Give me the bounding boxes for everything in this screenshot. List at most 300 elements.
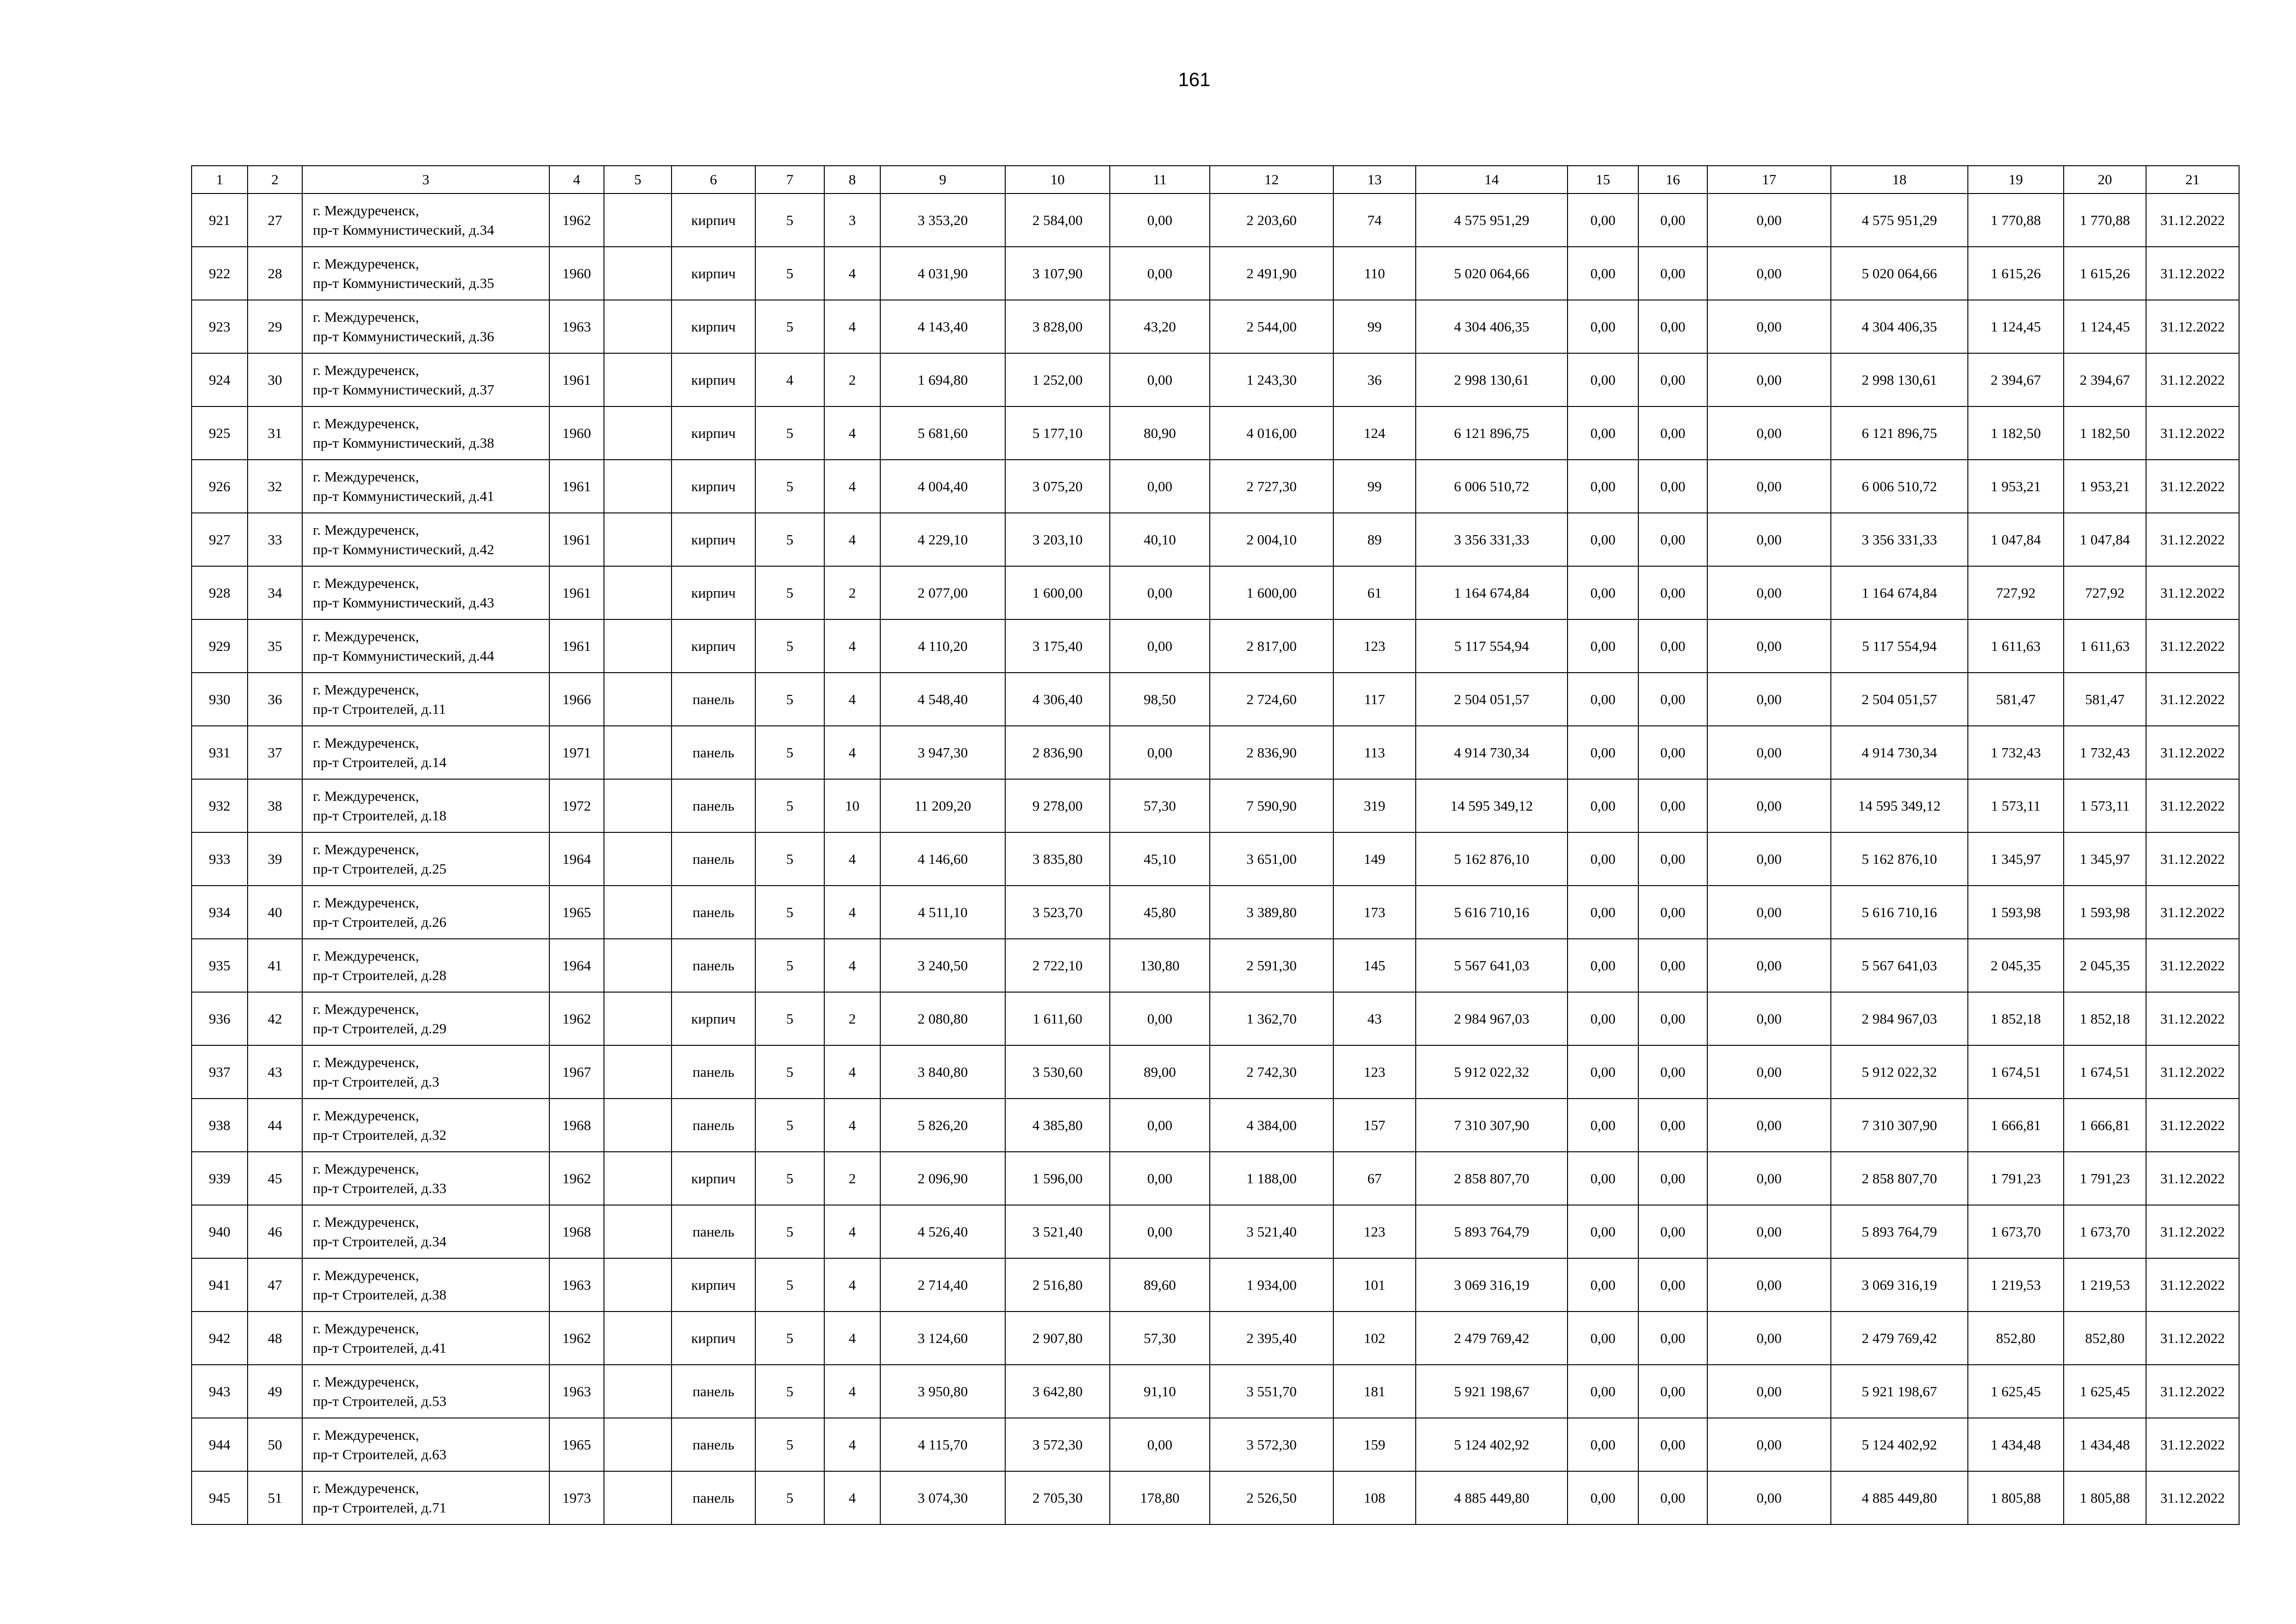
address-city: г. Междуреченск,: [313, 1213, 419, 1230]
cell-col-12: 1 362,70: [1210, 992, 1333, 1045]
cell-col-15: 0,00: [1568, 886, 1638, 939]
cell-col-5: [604, 1045, 672, 1099]
cell-col-10: 2 907,80: [1005, 1312, 1110, 1365]
cell-col-21: 31.12.2022: [2146, 779, 2239, 832]
cell-col-14: 6 006 510,72: [1416, 460, 1568, 513]
cell-col-13: 145: [1333, 939, 1416, 992]
cell-col-10: 3 203,10: [1005, 513, 1110, 566]
cell-col-13: 102: [1333, 1312, 1416, 1365]
cell-col-7: 5: [755, 1312, 824, 1365]
cell-col-4: 1961: [549, 353, 604, 406]
cell-col-1: 932: [192, 779, 248, 832]
cell-col-16: 0,00: [1638, 1258, 1707, 1312]
cell-col-10: 3 175,40: [1005, 619, 1110, 673]
cell-col-12: 3 651,00: [1210, 832, 1333, 886]
cell-address: [302, 1045, 549, 1099]
column-header-15: 15: [1568, 166, 1638, 194]
cell-col-4: 1963: [549, 1365, 604, 1418]
cell-col-16: 0,00: [1638, 566, 1707, 619]
cell-col-18: 5 567 641,03: [1831, 939, 1968, 992]
cell-col-12: 3 551,70: [1210, 1365, 1333, 1418]
cell-col-19: 1 673,70: [1968, 1205, 2064, 1258]
address-street: пр-т Строителей, д.38: [313, 1286, 447, 1303]
cell-col-13: 101: [1333, 1258, 1416, 1312]
cell-col-20: 1 434,48: [2064, 1418, 2146, 1471]
cell-col-13: 181: [1333, 1365, 1416, 1418]
cell-col-20: 1 674,51: [2064, 1045, 2146, 1099]
table-row: [192, 1471, 2239, 1524]
cell-col-11: 45,80: [1110, 886, 1210, 939]
cell-col-1: 930: [192, 673, 248, 726]
cell-col-18: 4 914 730,34: [1831, 726, 1968, 779]
cell-col-16: 0,00: [1638, 832, 1707, 886]
cell-col-18: 5 912 022,32: [1831, 1045, 1968, 1099]
cell-col-6: панель: [672, 1418, 755, 1471]
cell-col-6: кирпич: [672, 1152, 755, 1205]
cell-col-6: кирпич: [672, 513, 755, 566]
cell-col-10: 3 530,60: [1005, 1045, 1110, 1099]
cell-col-5: [604, 460, 672, 513]
cell-col-15: 0,00: [1568, 406, 1638, 460]
cell-col-11: 57,30: [1110, 779, 1210, 832]
cell-col-21: 31.12.2022: [2146, 1471, 2239, 1524]
cell-col-5: [604, 673, 672, 726]
cell-col-2: 43: [248, 1045, 302, 1099]
table-row: [192, 353, 2239, 406]
cell-col-13: 157: [1333, 1099, 1416, 1152]
page-number: 161: [1178, 69, 1211, 90]
cell-col-2: 38: [248, 779, 302, 832]
address-city: г. Междуреченск,: [313, 1107, 419, 1124]
cell-col-19: 1 593,98: [1968, 886, 2064, 939]
cell-col-20: 1 345,97: [2064, 832, 2146, 886]
cell-col-13: 173: [1333, 886, 1416, 939]
cell-col-8: 4: [824, 247, 880, 300]
table-row: [192, 726, 2239, 779]
cell-col-15: 0,00: [1568, 460, 1638, 513]
cell-col-17: 0,00: [1707, 673, 1831, 726]
cell-col-6: панель: [672, 1205, 755, 1258]
cell-col-19: 1 674,51: [1968, 1045, 2064, 1099]
cell-col-20: 852,80: [2064, 1312, 2146, 1365]
cell-col-9: 4 004,40: [880, 460, 1005, 513]
cell-col-11: 0,00: [1110, 566, 1210, 619]
cell-col-16: 0,00: [1638, 939, 1707, 992]
cell-col-8: 10: [824, 779, 880, 832]
cell-col-15: 0,00: [1568, 1365, 1638, 1418]
cell-col-4: 1964: [549, 939, 604, 992]
cell-col-7: 5: [755, 619, 824, 673]
cell-col-6: кирпич: [672, 300, 755, 353]
cell-col-8: 4: [824, 1045, 880, 1099]
cell-address: [302, 300, 549, 353]
cell-col-6: кирпич: [672, 353, 755, 406]
cell-col-7: 5: [755, 406, 824, 460]
cell-col-7: 5: [755, 1418, 824, 1471]
cell-col-16: 0,00: [1638, 1045, 1707, 1099]
cell-col-11: 0,00: [1110, 1099, 1210, 1152]
cell-col-11: 0,00: [1110, 1152, 1210, 1205]
cell-col-7: 5: [755, 247, 824, 300]
cell-col-15: 0,00: [1568, 353, 1638, 406]
cell-col-9: 4 143,40: [880, 300, 1005, 353]
address-street: пр-т Коммунистический, д.34: [313, 221, 494, 238]
cell-col-12: 2 526,50: [1210, 1471, 1333, 1524]
cell-col-19: 1 770,88: [1968, 194, 2064, 247]
cell-col-5: [604, 1258, 672, 1312]
cell-col-12: 2 742,30: [1210, 1045, 1333, 1099]
cell-col-4: 1961: [549, 619, 604, 673]
cell-col-13: 319: [1333, 779, 1416, 832]
column-header-2: 2: [248, 166, 302, 194]
cell-col-16: 0,00: [1638, 1099, 1707, 1152]
cell-col-12: 1 934,00: [1210, 1258, 1333, 1312]
column-header-7: 7: [755, 166, 824, 194]
cell-col-5: [604, 1365, 672, 1418]
cell-col-4: 1961: [549, 513, 604, 566]
cell-col-8: 2: [824, 1152, 880, 1205]
cell-col-13: 113: [1333, 726, 1416, 779]
cell-col-2: 45: [248, 1152, 302, 1205]
cell-col-16: 0,00: [1638, 1312, 1707, 1365]
cell-col-20: 1 805,88: [2064, 1471, 2146, 1524]
cell-col-17: 0,00: [1707, 566, 1831, 619]
cell-col-11: 178,80: [1110, 1471, 1210, 1524]
cell-col-19: 1 611,63: [1968, 619, 2064, 673]
cell-col-9: 3 840,80: [880, 1045, 1005, 1099]
cell-col-13: 89: [1333, 513, 1416, 566]
cell-col-21: 31.12.2022: [2146, 513, 2239, 566]
address-street: пр-т Строителей, д.26: [313, 913, 447, 930]
cell-col-14: 5 567 641,03: [1416, 939, 1568, 992]
cell-col-2: 48: [248, 1312, 302, 1365]
cell-col-10: 5 177,10: [1005, 406, 1110, 460]
address-city: г. Междуреченск,: [313, 1480, 419, 1496]
cell-col-17: 0,00: [1707, 1312, 1831, 1365]
cell-col-16: 0,00: [1638, 779, 1707, 832]
cell-col-19: 2 394,67: [1968, 353, 2064, 406]
cell-address: [302, 1312, 549, 1365]
cell-col-10: 2 722,10: [1005, 939, 1110, 992]
cell-address: [302, 992, 549, 1045]
cell-col-10: 3 075,20: [1005, 460, 1110, 513]
cell-col-6: панель: [672, 673, 755, 726]
address-street: пр-т Строителей, д.29: [313, 1020, 447, 1037]
cell-col-15: 0,00: [1568, 1152, 1638, 1205]
cell-address: [302, 1152, 549, 1205]
table-row: [192, 779, 2239, 832]
cell-col-13: 61: [1333, 566, 1416, 619]
cell-col-2: 31: [248, 406, 302, 460]
cell-address: [302, 832, 549, 886]
cell-col-1: 924: [192, 353, 248, 406]
table-row: [192, 619, 2239, 673]
cell-col-10: 2 516,80: [1005, 1258, 1110, 1312]
cell-col-9: 4 548,40: [880, 673, 1005, 726]
address-street: пр-т Коммунистический, д.41: [313, 487, 494, 504]
cell-col-20: 2 394,67: [2064, 353, 2146, 406]
cell-col-21: 31.12.2022: [2146, 673, 2239, 726]
table-row: [192, 939, 2239, 992]
cell-col-18: 5 616 710,16: [1831, 886, 1968, 939]
cell-col-14: 2 984 967,03: [1416, 992, 1568, 1045]
cell-col-4: 1961: [549, 566, 604, 619]
cell-col-21: 31.12.2022: [2146, 1045, 2239, 1099]
cell-col-11: 91,10: [1110, 1365, 1210, 1418]
cell-col-17: 0,00: [1707, 1045, 1831, 1099]
cell-col-11: 89,60: [1110, 1258, 1210, 1312]
cell-col-20: 1 666,81: [2064, 1099, 2146, 1152]
cell-col-17: 0,00: [1707, 1365, 1831, 1418]
cell-col-9: 4 031,90: [880, 247, 1005, 300]
cell-col-1: 921: [192, 194, 248, 247]
cell-col-18: 7 310 307,90: [1831, 1099, 1968, 1152]
cell-col-18: 5 117 554,94: [1831, 619, 1968, 673]
cell-col-19: 1 345,97: [1968, 832, 2064, 886]
cell-col-14: 4 304 406,35: [1416, 300, 1568, 353]
cell-col-7: 5: [755, 673, 824, 726]
cell-col-12: 4 384,00: [1210, 1099, 1333, 1152]
cell-address: [302, 1099, 549, 1152]
cell-col-9: 2 077,00: [880, 566, 1005, 619]
cell-col-10: 3 828,00: [1005, 300, 1110, 353]
address-street: пр-т Строителей, д.34: [313, 1233, 447, 1249]
cell-col-15: 0,00: [1568, 1471, 1638, 1524]
cell-col-2: 35: [248, 619, 302, 673]
cell-col-19: 727,92: [1968, 566, 2064, 619]
table-row: [192, 406, 2239, 460]
cell-col-11: 130,80: [1110, 939, 1210, 992]
cell-col-1: 945: [192, 1471, 248, 1524]
cell-col-17: 0,00: [1707, 1258, 1831, 1312]
cell-col-1: 938: [192, 1099, 248, 1152]
cell-col-10: 4 306,40: [1005, 673, 1110, 726]
cell-col-12: 2 724,60: [1210, 673, 1333, 726]
cell-address: [302, 886, 549, 939]
cell-col-6: кирпич: [672, 619, 755, 673]
cell-col-7: 5: [755, 1365, 824, 1418]
cell-col-6: кирпич: [672, 247, 755, 300]
address-street: пр-т Строителей, д.32: [313, 1126, 447, 1143]
cell-col-5: [604, 779, 672, 832]
cell-col-16: 0,00: [1638, 673, 1707, 726]
cell-address: [302, 513, 549, 566]
cell-col-21: 31.12.2022: [2146, 1205, 2239, 1258]
cell-col-2: 28: [248, 247, 302, 300]
cell-col-19: 1 625,45: [1968, 1365, 2064, 1418]
cell-col-20: 1 852,18: [2064, 992, 2146, 1045]
address-city: г. Междуреченск,: [313, 362, 419, 378]
cell-col-18: 5 162 876,10: [1831, 832, 1968, 886]
cell-col-2: 46: [248, 1205, 302, 1258]
column-header-3: 3: [302, 166, 549, 194]
cell-col-11: 0,00: [1110, 1205, 1210, 1258]
cell-col-9: 4 110,20: [880, 619, 1005, 673]
address-city: г. Междуреченск,: [313, 1160, 419, 1177]
address-street: пр-т Коммунистический, д.37: [313, 381, 494, 398]
cell-col-5: [604, 1205, 672, 1258]
cell-col-15: 0,00: [1568, 1418, 1638, 1471]
cell-col-8: 4: [824, 726, 880, 779]
cell-col-1: 936: [192, 992, 248, 1045]
table-row: [192, 1258, 2239, 1312]
address-city: г. Междуреченск,: [313, 787, 419, 804]
cell-col-21: 31.12.2022: [2146, 460, 2239, 513]
cell-col-15: 0,00: [1568, 1045, 1638, 1099]
cell-col-21: 31.12.2022: [2146, 566, 2239, 619]
address-street: пр-т Строителей, д.14: [313, 754, 447, 770]
cell-col-20: 1 791,23: [2064, 1152, 2146, 1205]
cell-col-2: 42: [248, 992, 302, 1045]
address-city: г. Междуреченск,: [313, 575, 419, 591]
table-row: [192, 1312, 2239, 1365]
cell-address: [302, 353, 549, 406]
cell-col-6: панель: [672, 939, 755, 992]
cell-col-7: 5: [755, 513, 824, 566]
cell-address: [302, 406, 549, 460]
cell-col-15: 0,00: [1568, 1099, 1638, 1152]
column-header-12: 12: [1210, 166, 1333, 194]
cell-col-10: 4 385,80: [1005, 1099, 1110, 1152]
table-row: [192, 832, 2239, 886]
cell-col-16: 0,00: [1638, 300, 1707, 353]
address-street: пр-т Строителей, д.71: [313, 1499, 447, 1516]
cell-col-11: 89,00: [1110, 1045, 1210, 1099]
cell-col-12: 1 188,00: [1210, 1152, 1333, 1205]
cell-col-6: панель: [672, 1045, 755, 1099]
cell-col-13: 123: [1333, 1045, 1416, 1099]
column-header-6: 6: [672, 166, 755, 194]
cell-col-16: 0,00: [1638, 1152, 1707, 1205]
address-city: г. Междуреченск,: [313, 1000, 419, 1017]
cell-col-5: [604, 619, 672, 673]
cell-col-5: [604, 1418, 672, 1471]
cell-col-11: 0,00: [1110, 460, 1210, 513]
cell-col-8: 4: [824, 513, 880, 566]
cell-col-17: 0,00: [1707, 832, 1831, 886]
cell-col-12: 2 004,10: [1210, 513, 1333, 566]
cell-col-11: 0,00: [1110, 992, 1210, 1045]
cell-col-21: 31.12.2022: [2146, 247, 2239, 300]
address-city: г. Междуреченск,: [313, 841, 419, 857]
cell-col-7: 5: [755, 1152, 824, 1205]
cell-col-4: 1973: [549, 1471, 604, 1524]
cell-col-13: 108: [1333, 1471, 1416, 1524]
cell-col-9: 3 240,50: [880, 939, 1005, 992]
cell-col-20: 1 124,45: [2064, 300, 2146, 353]
cell-col-14: 5 616 710,16: [1416, 886, 1568, 939]
cell-col-16: 0,00: [1638, 1418, 1707, 1471]
address-city: г. Междуреченск,: [313, 628, 419, 644]
cell-col-8: 4: [824, 619, 880, 673]
cell-col-2: 32: [248, 460, 302, 513]
column-header-5: 5: [604, 166, 672, 194]
cell-col-1: 943: [192, 1365, 248, 1418]
cell-col-19: 1 953,21: [1968, 460, 2064, 513]
cell-col-2: 27: [248, 194, 302, 247]
cell-col-4: 1963: [549, 1258, 604, 1312]
cell-col-16: 0,00: [1638, 619, 1707, 673]
cell-col-19: 1 732,43: [1968, 726, 2064, 779]
cell-col-10: 2 705,30: [1005, 1471, 1110, 1524]
cell-col-14: 2 858 807,70: [1416, 1152, 1568, 1205]
cell-col-17: 0,00: [1707, 1099, 1831, 1152]
cell-col-19: 1 666,81: [1968, 1099, 2064, 1152]
cell-col-18: 4 304 406,35: [1831, 300, 1968, 353]
cell-col-14: 4 885 449,80: [1416, 1471, 1568, 1524]
table-row: [192, 1045, 2239, 1099]
cell-col-5: [604, 939, 672, 992]
cell-col-11: 0,00: [1110, 726, 1210, 779]
cell-col-11: 40,10: [1110, 513, 1210, 566]
address-city: г. Междуреченск,: [313, 1267, 419, 1283]
cell-col-2: 33: [248, 513, 302, 566]
address-street: пр-т Строителей, д.18: [313, 807, 447, 824]
address-street: пр-т Коммунистический, д.38: [313, 434, 494, 451]
cell-col-21: 31.12.2022: [2146, 1312, 2239, 1365]
cell-col-16: 0,00: [1638, 513, 1707, 566]
cell-col-2: 36: [248, 673, 302, 726]
cell-col-13: 149: [1333, 832, 1416, 886]
address-city: г. Междуреченск,: [313, 1373, 419, 1390]
cell-col-15: 0,00: [1568, 673, 1638, 726]
cell-col-14: 3 069 316,19: [1416, 1258, 1568, 1312]
cell-col-4: 1961: [549, 460, 604, 513]
cell-col-1: 923: [192, 300, 248, 353]
cell-col-14: 1 164 674,84: [1416, 566, 1568, 619]
cell-col-17: 0,00: [1707, 1471, 1831, 1524]
cell-col-21: 31.12.2022: [2146, 1365, 2239, 1418]
cell-col-4: 1964: [549, 832, 604, 886]
cell-address: [302, 779, 549, 832]
cell-col-6: панель: [672, 832, 755, 886]
cell-col-9: 4 115,70: [880, 1418, 1005, 1471]
cell-col-19: 581,47: [1968, 673, 2064, 726]
cell-col-14: 14 595 349,12: [1416, 779, 1568, 832]
cell-col-10: 3 523,70: [1005, 886, 1110, 939]
cell-col-8: 4: [824, 1205, 880, 1258]
cell-col-12: 2 203,60: [1210, 194, 1333, 247]
table-row: [192, 247, 2239, 300]
cell-col-6: панель: [672, 1099, 755, 1152]
cell-col-15: 0,00: [1568, 1312, 1638, 1365]
cell-col-12: 1 243,30: [1210, 353, 1333, 406]
cell-col-10: 1 600,00: [1005, 566, 1110, 619]
cell-col-18: 5 124 402,92: [1831, 1418, 1968, 1471]
cell-col-9: 4 511,10: [880, 886, 1005, 939]
cell-col-6: кирпич: [672, 194, 755, 247]
cell-col-10: 3 107,90: [1005, 247, 1110, 300]
table-row: [192, 1205, 2239, 1258]
cell-col-5: [604, 406, 672, 460]
cell-col-18: 1 164 674,84: [1831, 566, 1968, 619]
cell-col-11: 45,10: [1110, 832, 1210, 886]
cell-col-15: 0,00: [1568, 832, 1638, 886]
cell-col-18: 3 356 331,33: [1831, 513, 1968, 566]
cell-col-13: 43: [1333, 992, 1416, 1045]
cell-col-10: 3 642,80: [1005, 1365, 1110, 1418]
cell-col-4: 1962: [549, 194, 604, 247]
cell-address: [302, 939, 549, 992]
address-street: пр-т Строителей, д.33: [313, 1180, 447, 1196]
cell-col-8: 4: [824, 1312, 880, 1365]
cell-col-19: 1 124,45: [1968, 300, 2064, 353]
cell-col-6: кирпич: [672, 460, 755, 513]
cell-col-12: 2 591,30: [1210, 939, 1333, 992]
cell-address: [302, 619, 549, 673]
cell-col-11: 98,50: [1110, 673, 1210, 726]
cell-col-1: 944: [192, 1418, 248, 1471]
